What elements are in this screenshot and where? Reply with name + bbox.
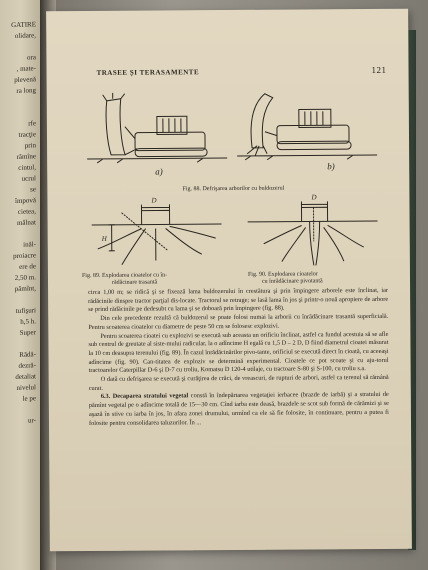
body-paragraph-2: Din cele precedente rezultă că buldozerul se poate folosi numai la arborii cu înrădăcinare trasantă superficială. Pentru scoaterea cioatelor cu diametre de peste 50 cm se folosesc explozivi.	[88, 312, 389, 331]
fig88a-illustration	[87, 92, 227, 163]
left-page-line: Rădă-	[19, 350, 36, 359]
left-page-line: h,5 h.	[20, 317, 36, 326]
body-paragraph-1: circa 1,00 m; se ridică şi se fixează lama buldozerului în crestătura şi prin împingere arborele este înclinat, iar rădăcinile dinspre tractor parţial dis-locate. Tractorul se retrage; se lasă lama în jos şi printr-o nouă apropiere de arbore se prind rădăcinile pe dedesubt cu lama şi se doboară prin împingere (fig. 88).	[88, 286, 389, 314]
fig89-caption-line1: Fig. 89. Explodarea cioatelor cu în-	[81, 272, 168, 280]
book-page	[46, 9, 412, 552]
left-page	[0, 0, 42, 570]
left-page-line: Super	[19, 328, 36, 337]
left-page-text	[0, 19, 36, 428]
left-page-line: nivelul	[16, 383, 36, 392]
left-page-line: 2,50 m.	[14, 273, 36, 283]
section-heading-6-3: 6.3. Decaparea stratului vegetal	[100, 392, 189, 401]
left-page-line: proiacre	[13, 251, 36, 261]
left-page-line: detaliat	[15, 372, 36, 382]
fig88-caption: Fig. 88. Defrişarea arborilor cu buldozerul	[182, 185, 285, 193]
figure-90	[247, 193, 377, 268]
left-page-line: pămînt,	[14, 284, 36, 294]
left-page-line: olidare,	[14, 31, 36, 41]
left-page-line: inăl-	[23, 240, 36, 249]
page-header	[97, 65, 387, 79]
body-paragraph-5-text: constă în îndepărtarea vegetaţiei ierbacee (brazde de iarbă) şi a stratului de pămînt vegetal pe o adîncime totală de 15—30 cm. Cînd iarba este deasă, brazdele se scot sub formă de cărămizi şi se aşază în stive cu iarba în jos, în afara zonei drumului, urmînd ca ele să fie folosite, în continuare, pentru a putea fi folosite pentru consolidarea taluzurilor. În ...	[88, 391, 389, 427]
left-page-line: ra long	[16, 86, 36, 95]
fig90-caption	[248, 271, 378, 286]
left-page-line: ur-	[27, 416, 36, 425]
fig89-symbol-h: H	[101, 234, 107, 243]
figure-88	[77, 91, 390, 185]
body-paragraph-3: Pentru scoaterea cioatei cu explozivi se execută sub aceasta un orificiu înclinat, astfel ca fundul acestuia să se afle sub centrul de greutate al siste-mului radicular, la o adîncime H egală cu 1,5 D – 2 D, D fiind diametrul cioatei măsurat la 10 cm deasupra terenului (fig. 89). În cazul înrădăcinărilor pivo-tante, orificiul se execută direct în cioată, cu aceeaşi adîncime (fig. 90). Can-titatea de exploziv se determină experimental. Cioatele ce pot scoate şi cu aju-torul tractoarelor Caterpillar D-6 şi D-7 cu troliu, Komatsu D 120-4 utilaje, cu tractoare S-80 şi S-100, cu troliu s.a.	[88, 330, 389, 375]
body-paragraph-5	[89, 391, 389, 428]
fig88-label-a: a)	[155, 166, 163, 177]
left-page-line: rămîne	[16, 152, 36, 161]
left-page-line: plevenă	[14, 75, 36, 85]
fig89-caption	[82, 272, 232, 287]
left-page-line: ora	[27, 53, 36, 62]
left-page-line: rfe	[28, 119, 36, 128]
fig90-symbol-d: D	[311, 193, 317, 202]
left-page-line: mâlnat	[16, 218, 36, 227]
fig90-drawing	[247, 197, 377, 268]
left-page-line: ucrul	[21, 174, 36, 183]
fig89-caption-line2: rădăcinare trasantă	[111, 279, 158, 286]
body-text	[88, 287, 389, 428]
fig88-label-b: b)	[327, 161, 335, 172]
body-paragraph-4: O dată cu defrişarea se execută şi curăţirea de crăci, de vreascuri, de rupturi de arbori, astfel ca terenul să rămână curat.	[88, 373, 389, 392]
fig88-drawing	[77, 91, 390, 185]
left-page-line: împovă	[15, 196, 36, 206]
running-head: TRASEE ȘI TERASAMENTE	[96, 68, 200, 77]
left-page-line: GATIRE	[11, 20, 36, 30]
left-page-line: prin	[24, 141, 36, 150]
left-page-line: cintul,	[18, 163, 36, 172]
left-page-line: tracţie	[18, 130, 36, 139]
fig90-caption-line1: Fig. 90. Explodarea cioatelor	[247, 271, 318, 278]
fig88b-illustration	[237, 93, 377, 160]
fig90-caption-line2: cu înrădăcinare pivotantă	[261, 278, 323, 285]
left-page-line: se	[30, 185, 36, 194]
fig89-symbol-d: D	[151, 196, 157, 205]
left-page-line: , mate-	[16, 64, 36, 73]
left-page-line: dezră-	[18, 361, 36, 370]
page-number: 121	[371, 64, 387, 75]
left-page-line: le pe	[22, 394, 36, 403]
left-page-line: tufişuri	[15, 306, 36, 316]
figure-89	[91, 198, 221, 269]
left-page-line: ere de	[19, 262, 36, 271]
left-page-line: cietea,	[17, 207, 36, 216]
fig89-drawing	[91, 198, 221, 269]
